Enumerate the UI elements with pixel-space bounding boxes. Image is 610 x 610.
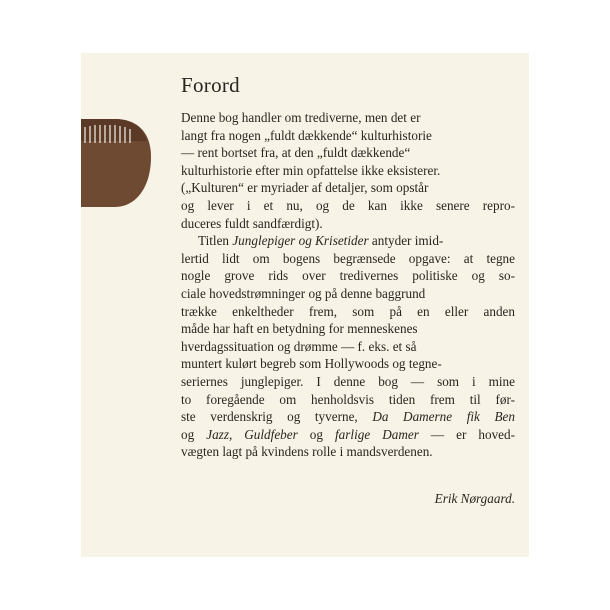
text-line: — rent bortset fra, at den „fuldt dækkende“ xyxy=(181,145,411,161)
text-line: muntert kulørt begreb som Hollywoods og tegne- xyxy=(181,356,442,372)
book-title-italic: farlige Damer xyxy=(335,426,419,442)
thumb-index-marker xyxy=(81,117,151,209)
text-line: lertid lidt om bogens begrænsede opgave: at tegne xyxy=(181,250,515,266)
text-line: Denne bog handler om trediverne, men det er xyxy=(181,110,421,125)
book-title-italic: Da Damerne fik Ben xyxy=(372,409,515,425)
text-line: trække enkeltheder frem, som på en eller anden xyxy=(181,303,515,319)
text-line: Titlen Junglepiger og Krisetider antyder imid- xyxy=(198,233,444,249)
text-line: ste verdenskrig og tyverne, Da Damerne fik Ben xyxy=(181,409,515,425)
text-line: to foregående om henholdsvis tiden frem til før- xyxy=(181,391,515,407)
text-line: seriernes junglepiger. I denne bog — som i mine xyxy=(181,373,515,389)
book-title-italic: Junglepiger og Krisetider xyxy=(232,233,369,249)
text-line: og Jazz, Guldfeber og farlige Damer — er hoved- xyxy=(181,426,516,442)
text-line: langt fra nogen „fuldt dækkende“ kulturhistorie xyxy=(181,127,432,143)
body-text xyxy=(181,109,515,461)
text-line: måde har haft en betydning for menneskenes xyxy=(181,321,418,337)
author-signature: Erik Nørgaard. xyxy=(434,491,515,506)
text-line: kulturhistorie efter min opfattelse ikke eksisterer. xyxy=(181,162,441,178)
text-line: vægten lagt på kvindens rolle i mandsverdenen. xyxy=(181,444,433,460)
text-line: nogle grove rids over tredivernes politiske og so- xyxy=(181,268,515,284)
text-line: („Kulturen“ er myriader af detaljer, som opstår xyxy=(181,180,429,196)
page-title: Forord xyxy=(181,73,240,97)
book-title-italic: Jazz, Guldfeber xyxy=(206,426,298,442)
text-line: ciale hovedstrømninger og på denne baggrund xyxy=(181,285,426,301)
book-page xyxy=(81,53,529,557)
text-line: hverdagssituation og drømme — f. eks. et så xyxy=(181,338,417,354)
text-line: og lever i et nu, og de kan ikke senere repro- xyxy=(181,197,515,213)
text-line: duceres fuldt sandfærdigt). xyxy=(181,215,323,231)
